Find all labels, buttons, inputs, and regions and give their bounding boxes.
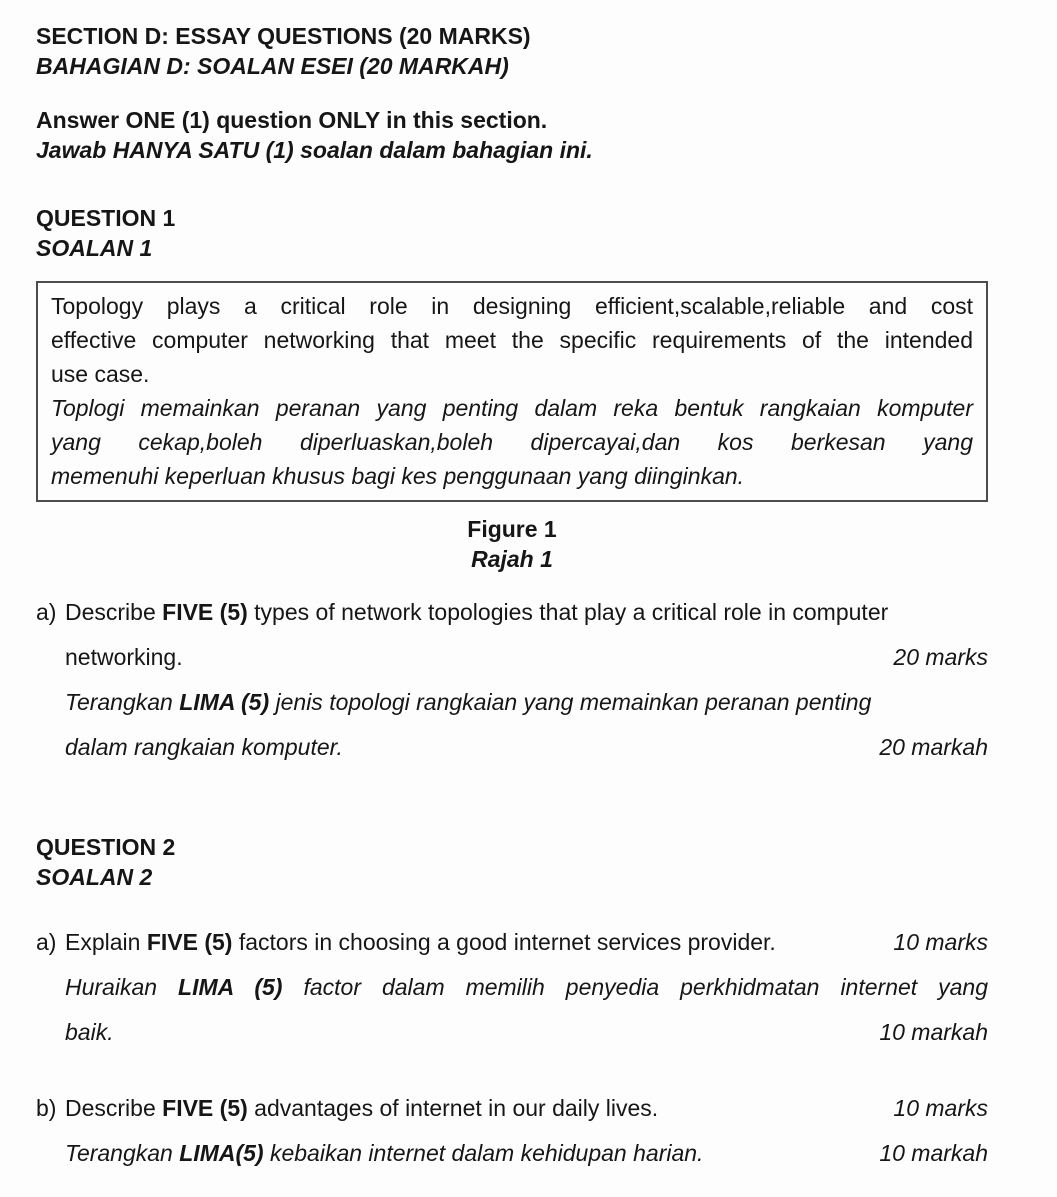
question-text-emphasis: FIVE (5) xyxy=(162,1095,248,1121)
question-text: advantages of internet in our daily lives. xyxy=(247,1095,659,1121)
question2-title-en: QUESTION 2 xyxy=(36,834,176,860)
marks-ms: 20 markah xyxy=(879,734,988,760)
question2-part-b xyxy=(36,1086,988,1176)
stimulus-box xyxy=(36,281,988,502)
question-text: Explain xyxy=(65,929,147,955)
part-label: a) xyxy=(36,929,57,955)
question1-title-en: QUESTION 1 xyxy=(36,205,176,231)
stimulus-line-en-3: use case. xyxy=(51,361,150,387)
question1-part-a xyxy=(36,590,988,770)
question-line xyxy=(36,1010,988,1055)
stimulus-line-ms-2: yang cekap,boleh diperluaskan,boleh dipercayai,dan kos berkesan yang xyxy=(51,429,973,455)
question-text-emphasis: FIVE (5) xyxy=(162,599,248,625)
figure-caption xyxy=(36,514,988,574)
question-text-ms-emphasis: LIMA (5) xyxy=(179,689,270,715)
question-line xyxy=(36,1086,988,1131)
question2-part-a xyxy=(36,920,988,1055)
marks-en: 20 marks xyxy=(893,644,988,670)
part-label: a) xyxy=(36,599,57,625)
marks-en: 10 marks xyxy=(893,1095,988,1121)
stimulus-line-en-2: effective computer networking that meet the specific requirements of the intended xyxy=(51,327,973,353)
question-line xyxy=(36,965,988,1010)
question-line xyxy=(36,635,988,680)
question-text-ms-emphasis: LIMA(5) xyxy=(179,1140,264,1166)
stimulus-line-ms-1: Toplogi memainkan peranan yang penting dalam reka bentuk rangkaian komputer xyxy=(51,395,973,421)
question-line xyxy=(36,725,988,770)
stimulus-line-ms-3: memenuhi keperluan khusus bagi kes penggunaan yang diinginkan. xyxy=(51,463,745,489)
question2-title-ms: SOALAN 2 xyxy=(36,864,153,890)
figure-caption-en: Figure 1 xyxy=(467,516,557,542)
question1-heading xyxy=(36,203,988,263)
question-text-ms: dalam rangkaian komputer. xyxy=(65,734,343,760)
instruction-en: Answer ONE (1) question ONLY in this section. xyxy=(36,107,548,133)
figure-caption-ms: Rajah 1 xyxy=(471,546,553,572)
section-header xyxy=(36,21,988,81)
question-text-ms: Terangkan xyxy=(65,1140,180,1166)
instruction-ms: Jawab HANYA SATU (1) soalan dalam bahagian ini. xyxy=(36,137,593,163)
question-line xyxy=(36,1131,988,1176)
question-text: networking. xyxy=(65,644,183,670)
question-text-ms-emphasis: LIMA (5) xyxy=(178,974,283,1000)
question-text: Describe xyxy=(65,599,163,625)
part-label: b) xyxy=(36,1095,57,1121)
question-text-ms: jenis topologi rangkaian yang memainkan peranan penting xyxy=(269,689,872,715)
question2-heading xyxy=(36,832,988,892)
question-text-ms: Huraikan xyxy=(65,974,179,1000)
question-text: factors in choosing a good internet services provider. xyxy=(232,929,776,955)
question-line xyxy=(36,920,988,965)
question-line xyxy=(36,680,988,725)
question-text-emphasis: FIVE (5) xyxy=(146,929,233,955)
question-line xyxy=(36,590,988,635)
question1-title-ms: SOALAN 1 xyxy=(36,235,153,261)
marks-en: 10 marks xyxy=(893,929,988,955)
section-instructions xyxy=(36,105,988,165)
question-text-ms: kebaikan internet dalam kehidupan harian. xyxy=(263,1140,704,1166)
question-text: types of network topologies that play a critical role in computer xyxy=(247,599,889,625)
stimulus-line-en-1: Topology plays a critical role in designing efficient,scalable,reliable and cost xyxy=(51,293,973,319)
question-text-ms: Terangkan xyxy=(65,689,180,715)
marks-ms: 10 markah xyxy=(879,1140,988,1166)
section-title-en: SECTION D: ESSAY QUESTIONS (20 MARKS) xyxy=(36,23,531,49)
question-text-ms: factor dalam memilih penyedia perkhidmatan internet yang xyxy=(282,974,989,1000)
marks-ms: 10 markah xyxy=(879,1019,988,1045)
section-title-ms: BAHAGIAN D: SOALAN ESEI (20 MARKAH) xyxy=(36,53,509,79)
question-text-ms: baik. xyxy=(65,1019,114,1045)
question-text: Describe xyxy=(65,1095,163,1121)
